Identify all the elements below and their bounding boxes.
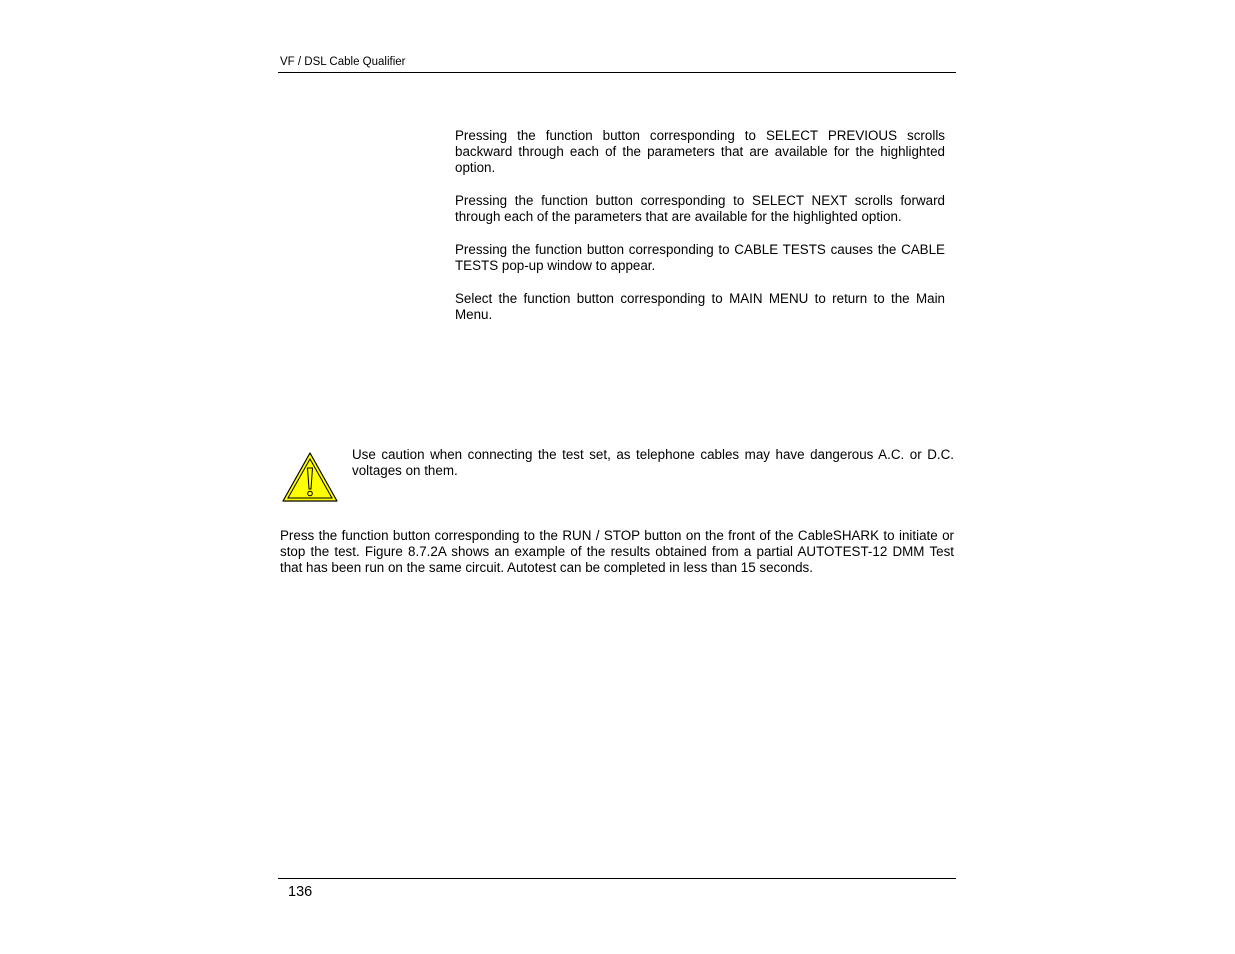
select-next-paragraph: Pressing the function button corresponding to SELECT NEXT scrolls forward through each of the parameters that are available for the highlighted option.: [455, 193, 945, 224]
caution-text: Use caution when connecting the test set, as telephone cables may have dangerous A.C. or D.C. voltages on them.: [352, 447, 954, 478]
cable-tests-paragraph: Pressing the function button corresponding to CABLE TESTS causes the CABLE TESTS pop-up window to appear.: [455, 242, 945, 273]
main-menu-paragraph: Select the function button corresponding to MAIN MENU to return to the Main Menu.: [455, 291, 945, 322]
running-header: VF / DSL Cable Qualifier: [280, 56, 406, 68]
footer-divider: [278, 878, 956, 879]
warning-triangle-icon: [281, 451, 339, 503]
run-stop-paragraph: Press the function button corresponding to the RUN / STOP button on the front of the CableSHARK to initiate or stop the test. Figure 8.7.2A shows an example of the results obtained from a partial AUTOTEST-12 DMM Test that has been run on the same circuit. Autotest can be completed in less than 15 seconds.: [280, 528, 954, 575]
select-previous-paragraph: Pressing the function button corresponding to SELECT PREVIOUS scrolls backward through each of the parameters that are available for the highlighted option.: [455, 128, 945, 175]
header-divider: [278, 72, 956, 73]
page-number: 136: [288, 884, 313, 900]
